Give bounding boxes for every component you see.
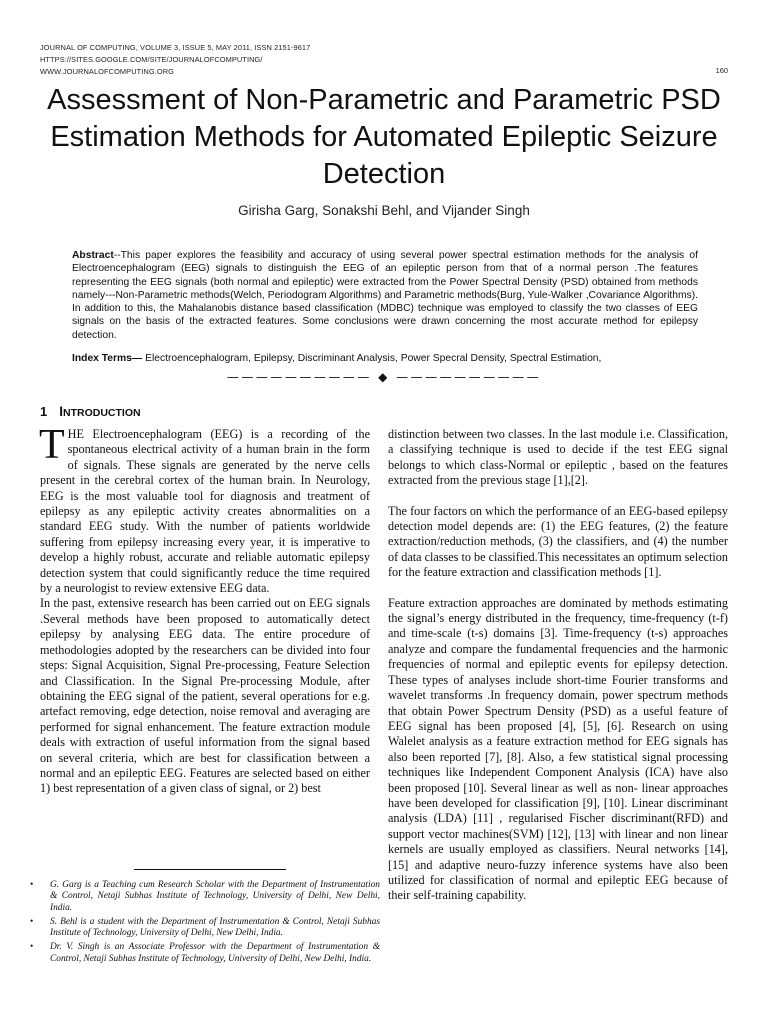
footnotes xyxy=(28,880,380,968)
index-terms xyxy=(72,352,698,365)
abstract xyxy=(72,249,698,342)
page-number: 160 xyxy=(715,66,728,75)
journal-line: JOURNAL OF COMPUTING, VOLUME 3, ISSUE 5, MAY 2011, ISSN 2151-9617 xyxy=(40,43,311,52)
intro-paragraph-2: In the past, extensive research has been carried out on EEG signals .Several methods have been proposed to automatically detect epilepsy by analysing EEG data. The entire procedure of methodologies adopted by the researchers can be divided into four steps: Signal Acquisition, Signal Pre-processing, Feature Selection and Classification. In the Signal Pre-processing Module, after obtaining the EEG signal of the patient, several operations for e.g. artefact removing, edge detection, noise removal and averaging are performed for signal enhancement. The feature extraction module deals with extraction of useful information from the signal based on several criteria, which are best for classification between a normal and an epileptic EEG. Features are selected based on either 1) best representation of a given class of signal, or 2) best xyxy=(40,596,370,796)
index-terms-dash: — xyxy=(131,353,143,364)
footnote-text: Dr. V. Singh is an Associate Professor with the Department of Instrumentation & Control, Netaji Subhas Institute of Technology, University of Delhi, New Delhi, India. xyxy=(50,942,380,964)
left-column xyxy=(39,422,370,797)
abstract-text: This paper explores the feasibility and accuracy of using several power spectral estimation methods for the analysis of Electroencephalogram (EEG) signals to distinguish the EEG of an epileptic person from that of a normal person .The features representing the EEG signals (both normal and epileptic) were extracted from the Power Spectral Density (PSD) obtained from methods namely---Non-Parametric methods(Welch, Periodogram Algorithms) and Parametric methods(Burg, Yule-Walker ,Covariance Algorithms). In addition to this, the Mahalanobis distance based classification (MDBC) technique was employed to classify the two classes of EEG signals on the basis of the extracted features. Some conclusions were drawn concerning the most accurate method for epilepsy detection. xyxy=(72,250,698,341)
footnote-bullet: • xyxy=(30,916,34,927)
footnote-bullet: • xyxy=(30,880,34,890)
intro-paragraph-1 xyxy=(39,422,370,596)
drop-cap: T xyxy=(39,422,65,468)
right-paragraph-1: distinction between two classes. In the last module i.e. Classification, a classifying technique is used to decide if the test EEG signal belongs to which class-Normal or epileptic , based on the features extracted from the previous stage [1],[2]. xyxy=(388,427,728,488)
right-paragraph-3: Feature extraction approaches are dominated by methods estimating the signal’s energy distributed in the frequency, time-frequency (t-f) and time-scale (t-s) domains [3]. Time-frequency (t-s) approaches analyze and compare the fundamental frequencies and the harmonic frequencies of normal and epileptic events for epilepsy detection. These types of analyses include short-time Fourier transforms and wavelet transforms .In frequency domain, power spectrum methods that obtain Power Spectrum Density (PSD) as a useful feature of EEG signal has been proposed [4], [5], [6]. Research on using Walelet analysis as a feature extraction method for EEG signals has also been reported [7], [8]. Also, a few statistical signal processing techniques like Independent Component Analysis (ICA) have also been proposed [10]. Several linear as well as non- linear approaches have been developed for classification [9], [10]. Linear discriminant analysis (LDA) [11] , regularised Fischer discriminant(RFD) and support vector machines(SVM) [12], [13] with linear and non linear kernels are usually employed as classifiers. Neural networks [14], [15] and adaptive neuro-fuzzy inference systems have also been utilized for classification of normal and epileptic EEG because of their self-training capability. xyxy=(388,595,728,903)
journal-www: WWW.JOURNALOFCOMPUTING.ORG xyxy=(40,67,174,76)
section-title-rest: NTRODUCTION xyxy=(63,407,141,419)
footnote-text: G. Garg is a Teaching cum Research Scholar with the Department of Instrumentation & Control, Netaji Subhas Institute of Technology, University of Delhi, New Delhi, India. xyxy=(50,880,380,913)
footnote-rule xyxy=(134,869,286,870)
journal-url: HTTPS://SITES.GOOGLE.COM/SITE/JOURNALOFCOMPUTING/ xyxy=(40,55,263,64)
section-title-initial: I xyxy=(59,404,63,419)
section-heading xyxy=(40,404,141,419)
footnote-text: S. Behl is a student with the Department of Instrumentation & Control, Netaji Subhas Institute of Technology, University of Delhi, New Delhi, India. xyxy=(50,916,380,939)
paper-title: Assessment of Non-Parametric and Parametric PSD Estimation Methods for Automated Epileptic Seizure Detection xyxy=(47,84,721,190)
section-number: 1 xyxy=(40,404,48,419)
abstract-separator: -- xyxy=(113,250,121,261)
section-divider: —————————— ◆ —————————— xyxy=(226,370,542,384)
abstract-label: Abstract xyxy=(72,250,114,261)
footnote-item xyxy=(28,917,380,940)
intro-paragraph-1-text: HE Electroencephalogram (EEG) is a recording of the spontaneous electrical activity of a human brain in the form of signals. These signals are generated by the nerve cells present in the cerebral cortex of the human brain. In Neurology, EEG is the most valuable tool for diagnosis and treatment of epilepsy as any epileptic activity creates abnormalities on a standard EEG study. With the number of patients worldwide suffering from epilepsy increasing every year, it is imperative to develop a highly robust, accurate and reliable automatic epilepsy detection system that could significantly reduce the time required by a neurologist to review extensive EEG data. xyxy=(40,427,370,596)
footnote-item xyxy=(28,942,380,965)
right-column xyxy=(388,427,728,904)
footnote-item xyxy=(28,880,380,914)
index-terms-text: Electroencephalogram, Epilepsy, Discriminant Analysis, Power Specral Density, Spectral Estimation, xyxy=(145,353,602,364)
right-paragraph-2: The four factors on which the performance of an EEG-based epilepsy detection model depends are: (1) the EEG features, (2) the feature extraction/reduction methods, (3) the classifiers, and (4) the number of data classes to be classified.This necessitates an optimum selection for the feature extraction and classification methods [1]. xyxy=(388,503,728,580)
index-terms-label: Index Terms xyxy=(72,353,132,364)
footnote-bullet: • xyxy=(30,942,34,953)
journal-header xyxy=(40,42,310,78)
authors: Girisha Garg, Sonakshi Behl, and Vijander Singh xyxy=(238,203,530,218)
